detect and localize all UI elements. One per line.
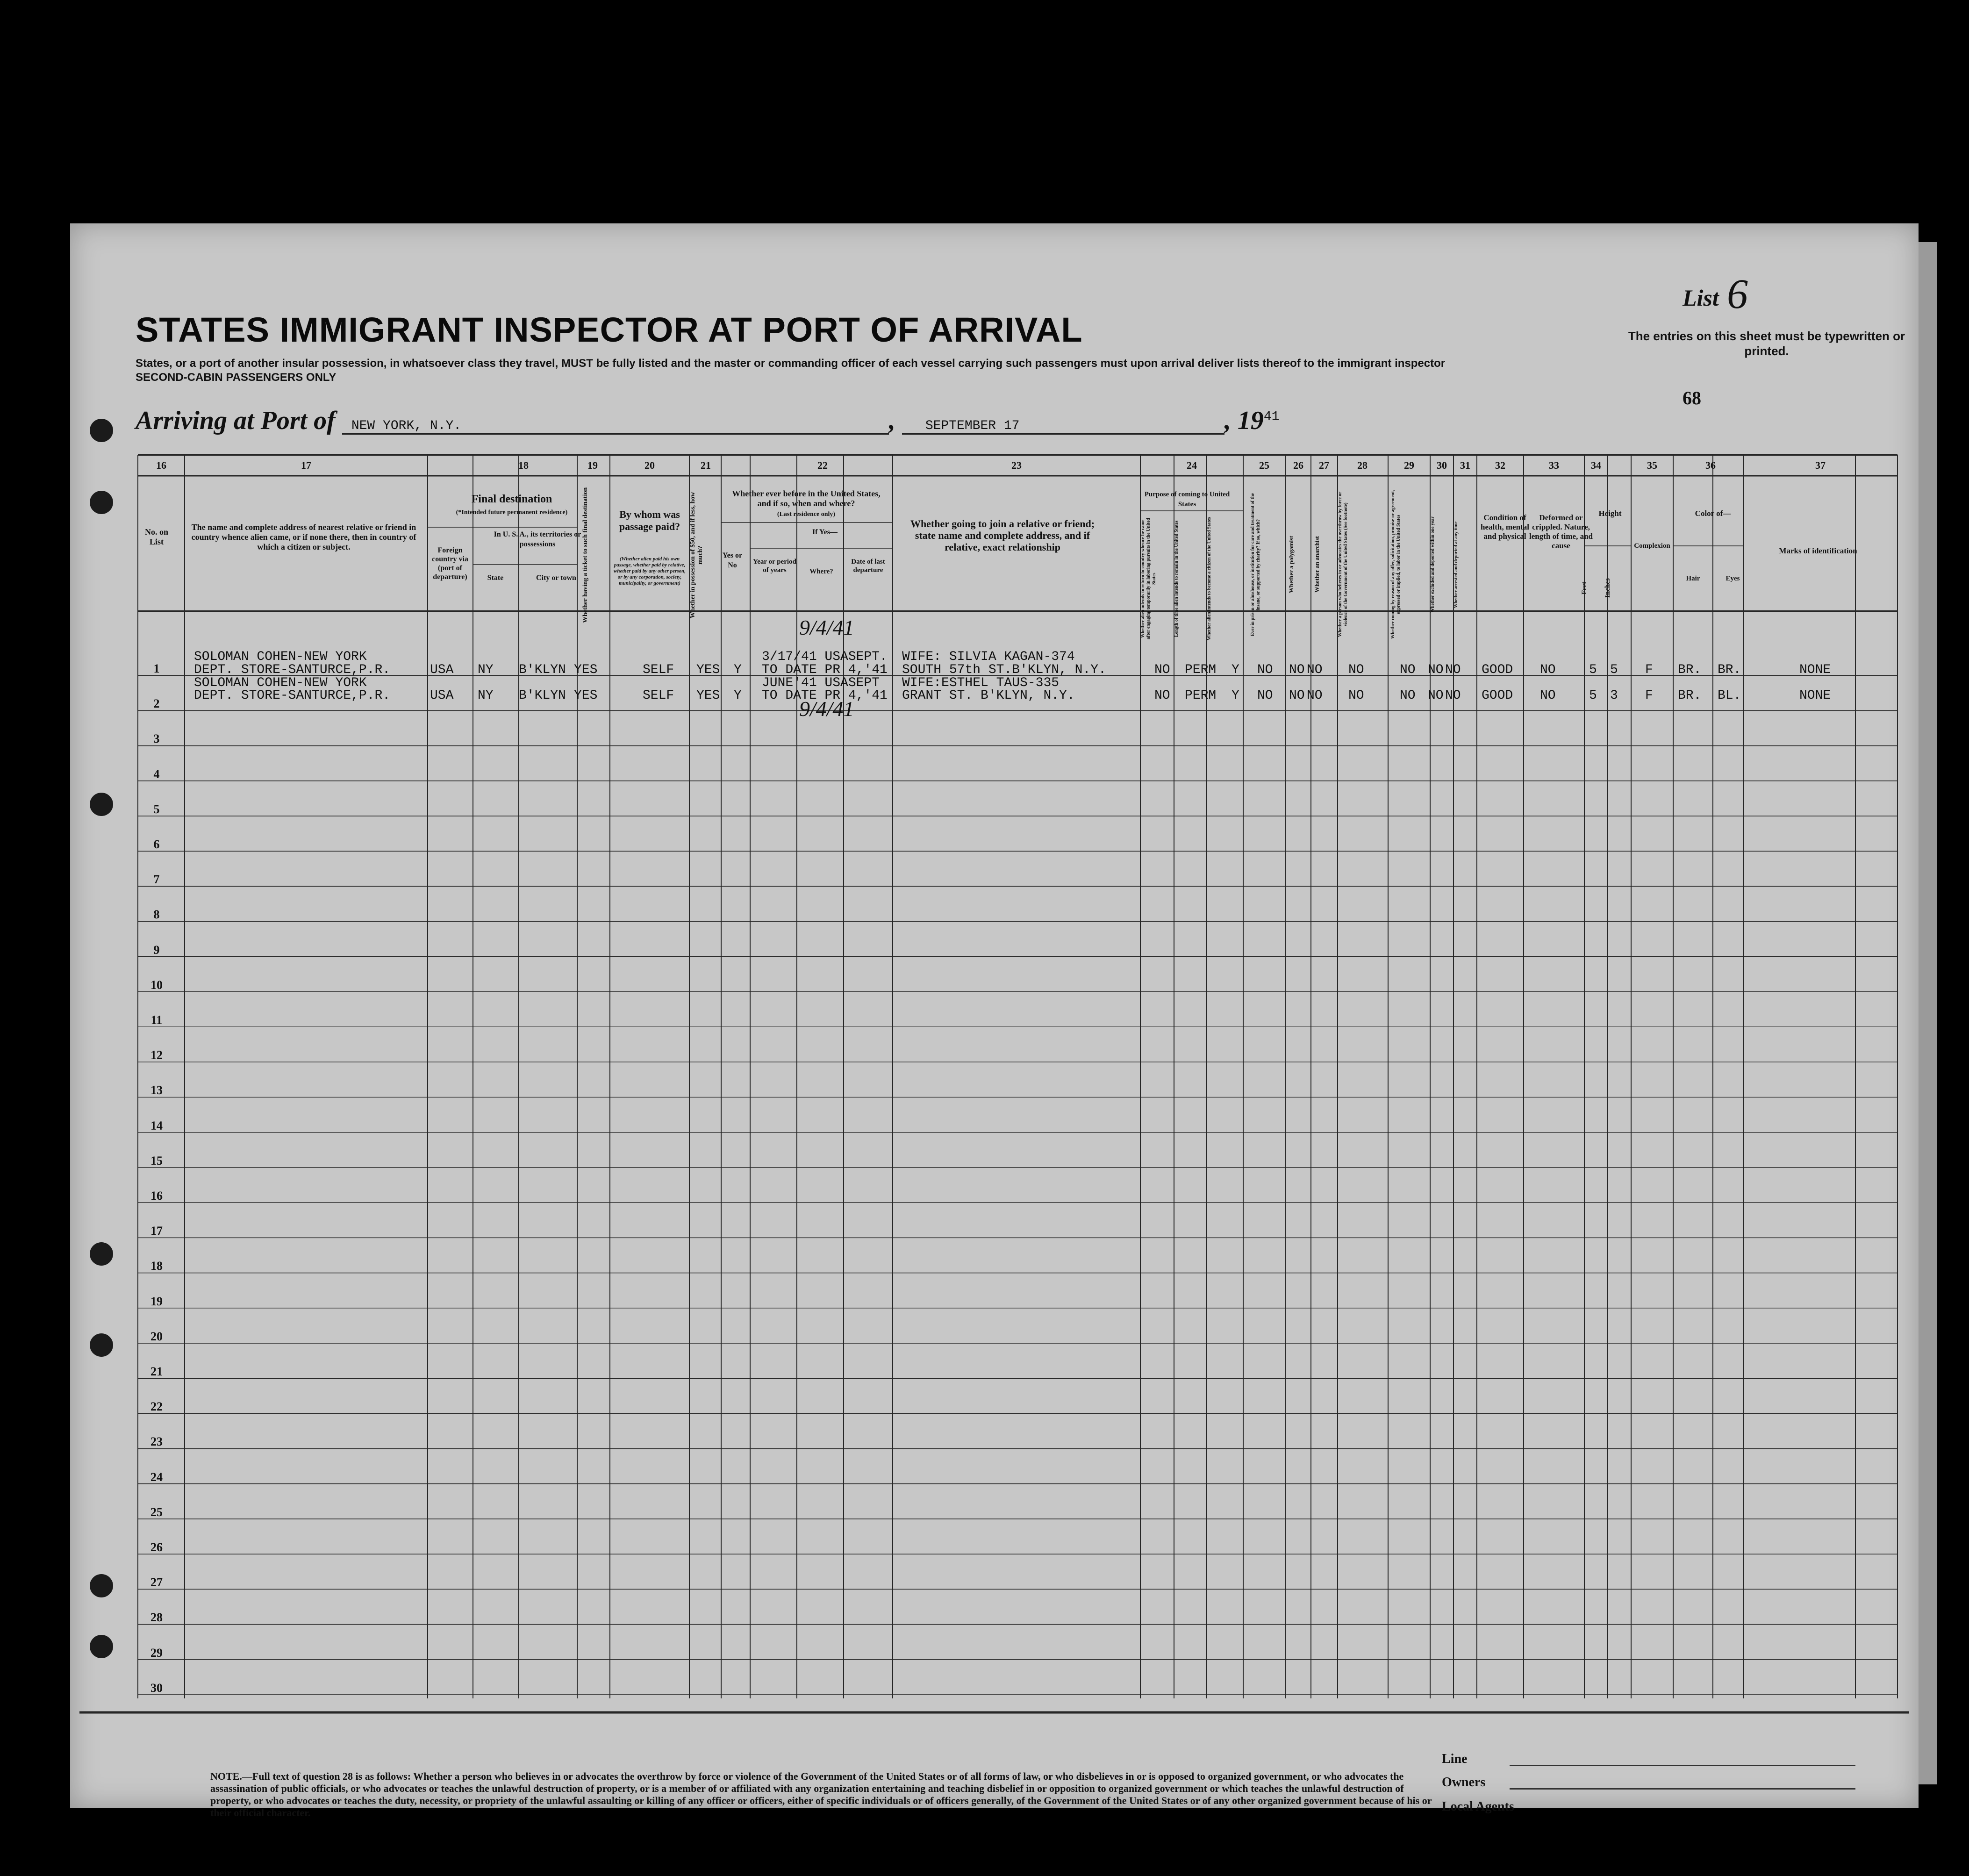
header-if-yes: If Yes— xyxy=(812,528,838,536)
header-health: Condition of health, mental and physical xyxy=(1481,513,1529,541)
header-anarchist: Whether an anarchist xyxy=(1313,536,1320,593)
row-number: 27 xyxy=(150,1575,163,1590)
column-number: 35 xyxy=(1647,459,1657,471)
row1-ticket: YES xyxy=(574,663,598,677)
header-offer-labor: Whether coming by reason of any offer, solicitation, promise or agreement, expressed or implied, to labor in the United States xyxy=(1390,490,1401,639)
column-number: 20 xyxy=(644,459,655,471)
column-number: 34 xyxy=(1591,459,1601,471)
row1-paid: SELF xyxy=(643,663,674,677)
header-state: State xyxy=(487,574,504,582)
column-number: 36 xyxy=(1705,459,1716,471)
header-deformed: Deformed or crippled. Nature, length of time, and cause xyxy=(1529,513,1593,550)
row1-foreign: USA xyxy=(430,663,454,677)
header-feet: Feet xyxy=(1581,581,1588,594)
row-number: 10 xyxy=(150,978,163,992)
header-height: Height xyxy=(1598,509,1622,518)
row2-hand-date: 9/4/41 xyxy=(799,697,854,721)
header-inches: Inches xyxy=(1604,578,1611,598)
header-purpose: Purpose of coming to United States xyxy=(1144,491,1230,508)
subtitle-text: States, or a port of another insular possession, in whatsoever class they travel, MUST be fully listed and the master or commanding officer of each vessel carrying such passengers must upon arrival deliver lists thereof to the immigrant inspector xyxy=(136,357,1446,370)
row-number: 5 xyxy=(153,802,160,816)
list-number: 6 xyxy=(1727,271,1748,317)
row2-relative-line2: DEPT. STORE-SANTURCE,P.R. xyxy=(194,688,391,703)
row1-city: B'KLYN xyxy=(519,663,566,677)
row-number: 29 xyxy=(150,1646,163,1660)
column-number: 18 xyxy=(518,459,529,471)
row-number: 15 xyxy=(150,1153,163,1167)
arriving-label: Arriving at Port of xyxy=(136,406,336,435)
footer-line-label: Line xyxy=(1442,1752,1468,1766)
row1-join-line2: SOUTH 57th ST.B'KLYN, N.Y. xyxy=(902,663,1106,677)
row-number: 8 xyxy=(153,908,160,922)
header-year-period: Year or period of years xyxy=(753,558,796,574)
row-number: 7 xyxy=(153,873,160,887)
row2-excluded: NO xyxy=(1428,688,1444,703)
form-title: STATES IMMIGRANT INSPECTOR AT PORT OF ARRIVAL xyxy=(136,310,1083,349)
row2-paid: SELF xyxy=(643,688,674,703)
row2-period-line2: TO DATE PR 4,'41 xyxy=(762,688,888,703)
column-number: 24 xyxy=(1187,459,1197,471)
row1-inches: 5 xyxy=(1610,663,1618,677)
footer-owners-label: Owners xyxy=(1442,1775,1486,1790)
header-passage-paid: By whom was passage paid? xyxy=(619,508,680,532)
header-eyes: Eyes xyxy=(1726,575,1740,582)
column-number: 26 xyxy=(1293,459,1303,471)
row1-marks: NONE xyxy=(1799,663,1831,677)
row2-return: NO xyxy=(1154,688,1170,703)
row-number: 14 xyxy=(150,1118,163,1132)
row1-offer: NO xyxy=(1400,663,1416,677)
column-number: 31 xyxy=(1460,459,1470,471)
column-number: 25 xyxy=(1259,459,1269,471)
manifest-sheet xyxy=(70,223,1919,1819)
row-number: 26 xyxy=(150,1540,163,1554)
row-number: 4 xyxy=(153,767,160,781)
row1-eyes: BR. xyxy=(1718,663,1741,677)
header-city: City or town xyxy=(536,574,576,582)
column-number: 27 xyxy=(1319,459,1329,471)
row2-deported: NO xyxy=(1445,688,1461,703)
header-fifty-dollars: Whether in possession of $50, and if less, how much? xyxy=(689,492,704,619)
row-number: 19 xyxy=(150,1294,163,1308)
row2-join-line2: GRANT ST. B'KLYN, N.Y. xyxy=(902,688,1075,703)
header-become-citizen: Whether alien intends to become a citizen of the United States xyxy=(1207,517,1212,640)
header-overthrow: Whether a person who believes in or advocates the overthrow by force or violence of the Government of the United States (See footnote) xyxy=(1338,492,1348,637)
row2-foreign: USA xyxy=(430,688,454,703)
row1-deformed: NO xyxy=(1540,663,1556,677)
row2-hair: BR. xyxy=(1678,688,1702,703)
row-number: 24 xyxy=(150,1470,163,1484)
row2-deformed: NO xyxy=(1540,688,1556,703)
column-number: 29 xyxy=(1404,459,1414,471)
row2-eyes: BL. xyxy=(1718,688,1741,703)
header-yes-no: Yes or No xyxy=(722,551,743,569)
row-number: 16 xyxy=(150,1189,163,1203)
row-number: 9 xyxy=(153,943,160,957)
row-number: 12 xyxy=(150,1048,163,1062)
row2-period-line1: JUNE'41 USASEPT xyxy=(762,676,880,690)
header-final-destination: Final destination xyxy=(471,493,552,505)
row-number: 11 xyxy=(150,1013,163,1027)
header-no-on-list: No. on List xyxy=(144,527,168,546)
row-number: 1 xyxy=(153,662,160,675)
footer-agents-label: Local Agents xyxy=(1442,1799,1514,1814)
list-label: List xyxy=(1683,285,1719,311)
row1-period-line1: 3/17/41 USASEPT. xyxy=(762,650,888,664)
row2-relative-line1: SOLOMAN COHEN-NEW YORK xyxy=(194,676,367,690)
header-color-of: Color of— xyxy=(1695,509,1731,518)
column-number: 16 xyxy=(156,459,166,471)
row1-overthrow: NO xyxy=(1348,663,1364,677)
row1-relative-line1: SOLOMAN COHEN-NEW YORK xyxy=(194,650,367,664)
column-number: 37 xyxy=(1815,459,1826,471)
row1-feet: 5 xyxy=(1589,663,1597,677)
row1-complexion: F xyxy=(1645,663,1653,677)
row2-citizen: Y xyxy=(1232,688,1239,703)
row2-city: B'KLYN xyxy=(519,688,566,703)
row1-relative-line2: DEPT. STORE-SANTURCE,P.R. xyxy=(194,663,391,677)
typewritten-note: The entries on this sheet must be typewritten or printed. xyxy=(1628,329,1905,358)
header-relative-address: The name and complete address of nearest relative or friend in country whence alien came, or if none there, then in country of which a citizen or subject. xyxy=(191,523,416,551)
header-prison: Ever in prison or almshouse, or institution for care and treatment of the insane, or supported by charity? If so, which? xyxy=(1250,493,1261,636)
row1-hand-date: 9/4/41 xyxy=(799,616,854,639)
row-number: 25 xyxy=(150,1505,163,1519)
row1-money: YES xyxy=(696,663,720,677)
row1-length: PERM xyxy=(1185,663,1217,677)
header-ever-before-note: (Last residence only) xyxy=(777,511,836,518)
row2-complexion: F xyxy=(1645,688,1653,703)
row2-money: YES xyxy=(696,688,720,703)
row2-state: NY xyxy=(478,688,494,703)
column-number: 19 xyxy=(587,459,598,471)
row1-polygamist: NO xyxy=(1289,663,1305,677)
sheet-edge xyxy=(1919,242,1937,1784)
header-length-stay: Length of time alien intends to remain in the United States xyxy=(1174,520,1179,637)
arriving-line: Arriving at Port of NEW YORK, N.Y. , SEPTEMBER 17 , $19^{41}$ xyxy=(136,406,1280,435)
column-number: 32 xyxy=(1495,459,1505,471)
header-excluded: Whether excluded and deported within one year xyxy=(1430,516,1435,613)
row1-deported: NO xyxy=(1445,663,1461,677)
row1-before: Y xyxy=(734,663,742,677)
row-number: 3 xyxy=(153,732,160,746)
header-ticket: Whether having a ticket to such final destination xyxy=(582,487,589,623)
footnote-question-28: NOTE.—Full text of question 28 is as follows: Whether a person who believes in or advocates the overthrow by force or violence of the Government of the United States or of all forms of law, or who disbelieves in or is opposed to organized government, or who advocates the assassination of public officials, or who advocates or teaches the unlawful destruction of property, or is a member of or affiliated with any organization entertaining and teaching disbelief in or opposition to organized government or which teaches the unlawful destruction of property, or who advocates or teaches the duty, necessity, or propriety of the unlawful assaulting or killing of any officer or officers, either of specific individuals or of officers generally, of the Government of the United States or of any other organized government because of his or their official character. xyxy=(210,1770,1432,1819)
row-number: 17 xyxy=(150,1224,163,1238)
row2-marks: NONE xyxy=(1799,688,1831,703)
row2-anarchist: NO xyxy=(1307,688,1323,703)
header-in-usa: In U. S. A., its territories or possessions xyxy=(494,530,581,548)
row2-polygamist: NO xyxy=(1289,688,1305,703)
footer-line-rule xyxy=(1510,1765,1855,1766)
header-complexion: Complexion xyxy=(1634,542,1670,550)
column-number: 22 xyxy=(817,459,828,471)
row2-feet: 5 xyxy=(1589,688,1597,703)
row-number: 13 xyxy=(150,1083,163,1097)
header-deported: Whether arrested and deported at any time xyxy=(1453,521,1459,608)
header-polygamist: Whether a polygamist xyxy=(1288,536,1295,594)
header-intends-return: Whether alien intends to return to country whence he came after engaging temporarily in laboring pursuits in the United States xyxy=(1140,518,1157,639)
row1-anarchist: NO xyxy=(1307,663,1323,677)
row1-join-line1: WIFE: SILVIA KAGAN-374 xyxy=(902,650,1075,664)
row1-prison: NO xyxy=(1257,663,1273,677)
header-foreign-country: Foreign country via (port of departure) xyxy=(432,546,468,581)
year-suffix: 41 xyxy=(1263,409,1280,424)
row2-inches: 3 xyxy=(1610,688,1618,703)
row1-state: NY xyxy=(478,663,494,677)
column-number: 28 xyxy=(1357,459,1368,471)
header-last-departure: Date of last departure xyxy=(851,558,885,574)
header-join-relative: Whether going to join a relative or friend; state name and complete address, and if relative, exact relationship xyxy=(910,518,1095,553)
column-number: 23 xyxy=(1011,459,1022,471)
date-value: SEPTEMBER 17 xyxy=(902,419,1224,435)
row-number: 22 xyxy=(150,1400,163,1414)
row1-excluded: NO xyxy=(1428,663,1444,677)
row-number: 21 xyxy=(150,1365,163,1378)
row-number: 23 xyxy=(150,1435,163,1449)
row1-period-line2: TO DATE PR 4,'41 xyxy=(762,663,888,677)
row1-return: NO xyxy=(1154,663,1170,677)
row1-health: GOOD xyxy=(1482,663,1513,677)
row1-hair: BR. xyxy=(1678,663,1702,677)
port-value: NEW YORK, N.Y. xyxy=(342,419,889,435)
row-number: 2 xyxy=(153,697,160,711)
header-hair: Hair xyxy=(1686,575,1700,582)
row1-citizen: Y xyxy=(1232,663,1239,677)
footer-owners-rule xyxy=(1510,1788,1855,1790)
row2-offer: NO xyxy=(1400,688,1416,703)
row2-before: Y xyxy=(734,688,742,703)
row2-join-line1: WIFE:ESTHEL TAUS-335 xyxy=(902,676,1060,690)
column-number: 30 xyxy=(1437,459,1447,471)
header-where: Where? xyxy=(809,568,833,575)
header-marks: Marks of identification xyxy=(1779,546,1857,555)
column-number: 21 xyxy=(701,459,711,471)
row2-ticket: YES xyxy=(574,688,598,703)
page-stamp: 68 xyxy=(1683,387,1701,408)
year-prefix: 19 xyxy=(1237,406,1264,435)
row-number: 30 xyxy=(150,1681,163,1695)
column-number: 33 xyxy=(1549,459,1559,471)
row-number: 20 xyxy=(150,1329,163,1343)
row2-overthrow: NO xyxy=(1348,688,1364,703)
column-number: 17 xyxy=(301,459,311,471)
row2-length: PERM xyxy=(1185,688,1217,703)
header-ever-before: Whether ever before in the United States, and if so, when and where? xyxy=(732,489,881,508)
header-final-destination-note: (*Intended future permanent residence) xyxy=(456,509,568,516)
header-passage-paid-note: (Whether alien paid his own passage, whether paid by relative, whether paid by any other person, or by any corporation, society, municipality, or government) xyxy=(613,556,686,586)
row-number: 18 xyxy=(150,1259,163,1273)
row-number: 28 xyxy=(150,1611,163,1625)
row-number: 6 xyxy=(153,838,160,851)
subtitle-second-cabin: SECOND-CABIN PASSENGERS ONLY xyxy=(136,371,337,384)
row2-prison: NO xyxy=(1257,688,1273,703)
row2-health: GOOD xyxy=(1482,688,1513,703)
